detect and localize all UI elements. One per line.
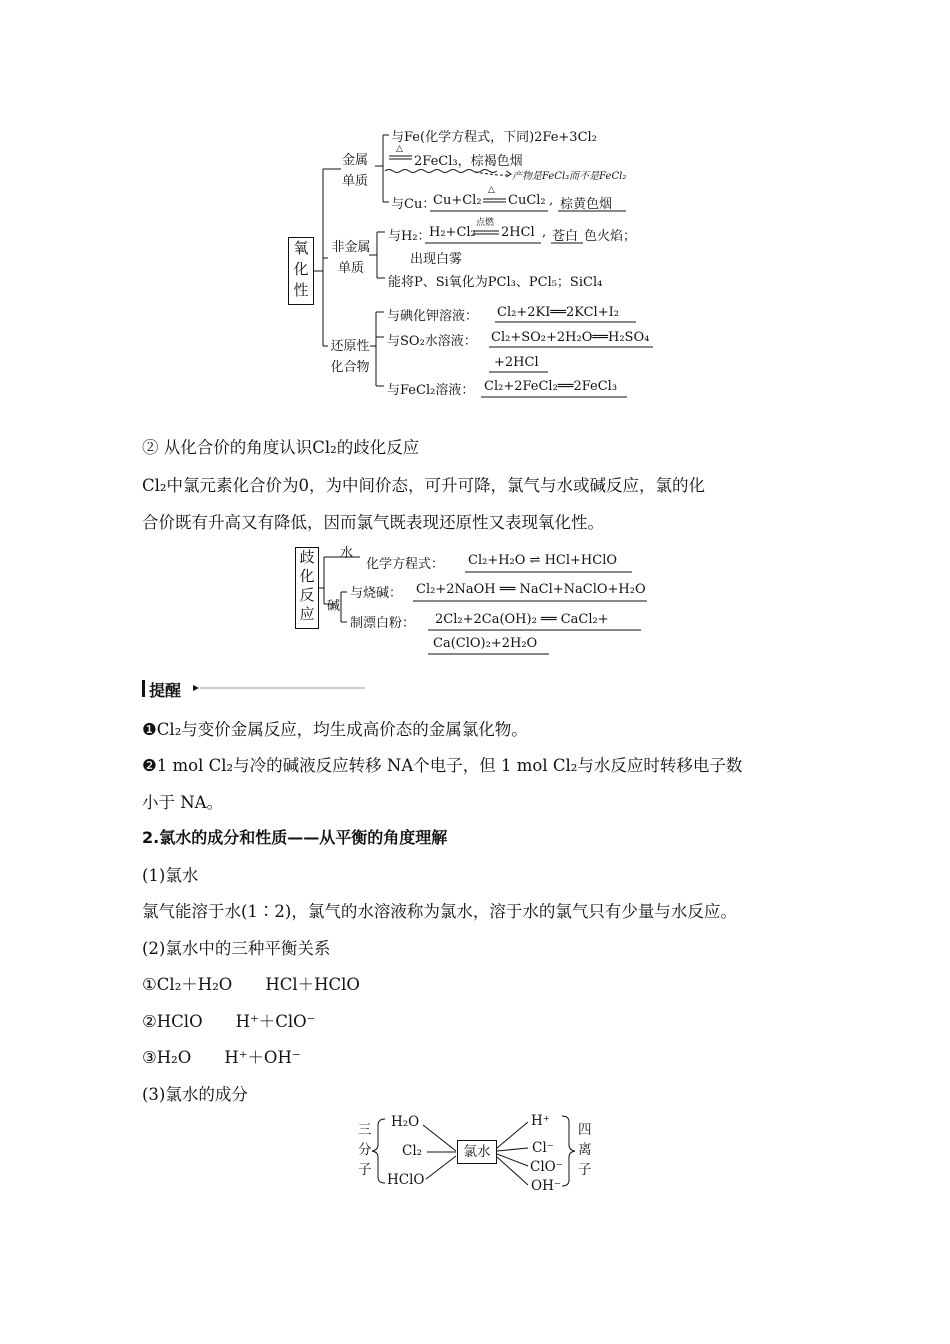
red-ki-eq: Cl₂+2KI══2KCl+I₂	[497, 305, 619, 320]
ion-h: H⁺	[531, 1113, 550, 1129]
section-disp-para2: 合价既有升高又有降低，因而氯气既表现还原性又表现氧化性。	[142, 513, 604, 532]
eq2: ②HClO H⁺＋ClO⁻	[142, 1012, 316, 1031]
sub1-title: (1)氯水	[142, 866, 199, 885]
nm-h2-flame-rest: 色火焰；	[584, 229, 637, 244]
red-fecl2-eq: Cl₂+2FeCl₂══2FeCl₃	[484, 379, 618, 394]
branch-reducing: 还原性化合物	[330, 339, 370, 375]
base-label: 碱	[327, 599, 341, 614]
water-prefix: 化学方程式：	[366, 557, 445, 572]
nm-h2-prefix: 与H₂：	[388, 229, 431, 244]
nm-h2-product: 2HCl	[501, 225, 535, 240]
bleach-eq1: 2Cl₂+2Ca(OH)₂ ══ CaCl₂+	[435, 612, 609, 627]
section2-title: 2.氯水的成分和性质——从平衡的角度理解	[142, 828, 448, 847]
naoh-eq: Cl₂+2NaOH ══ NaCl+NaClO+H₂O	[416, 582, 646, 597]
red-fecl2-prefix: 与FeCl₂溶液：	[387, 383, 475, 398]
metal-fe-line1: 与Fe(化学方程式，下同)2Fe+3Cl₂	[391, 130, 597, 145]
nm-other: 能将P、Si氧化为PCl₃、PCl₅；SiCl₄	[388, 275, 603, 290]
nm-h2-comma: ,	[542, 225, 547, 240]
red-ki-prefix: 与碘化钾溶液：	[387, 309, 479, 324]
eq1: ①Cl₂＋H₂O HCl＋HClO	[142, 975, 360, 994]
diagram2-root: 歧化反应	[295, 547, 319, 629]
metal-cu-smoke: 棕黄色烟	[560, 197, 613, 212]
nm-h2-eq: H₂+Cl₂	[429, 225, 476, 240]
branch-metal: 金属单质	[342, 153, 369, 189]
section-disp-heading: ② 从化合价的角度认识Cl₂的歧化反应	[142, 438, 420, 457]
tip-title: 提醒	[149, 681, 182, 700]
bleach-eq2: Ca(ClO)₂+2H₂O	[433, 636, 538, 651]
sub3-title: (3)氯水的成分	[142, 1085, 248, 1104]
molecule-hclo: HClO	[387, 1172, 425, 1188]
center-box: 氯水	[457, 1140, 497, 1164]
molecule-cl2: Cl₂	[402, 1143, 423, 1159]
right-label: 四离子	[578, 1122, 592, 1178]
tip-item2a: ❷1 mol Cl₂与冷的碱液反应转移 NA个电子，但 1 mol Cl₂与水反应时转移电子数	[142, 756, 743, 775]
diagram1-root: 氧化性	[288, 237, 314, 305]
red-so2-eq: Cl₂+SO₂+2H₂O══H₂SO₄	[491, 330, 650, 345]
left-label: 三分子	[358, 1122, 372, 1178]
tip-item1: ❶Cl₂与变价金属反应，均生成高价态的金属氯化物。	[142, 720, 528, 739]
ion-cl: Cl⁻	[532, 1140, 554, 1156]
section-disp-para1: Cl₂中氯元素化合价为0，为中间价态，可升可降，氯气与水或碱反应，氯的化	[142, 476, 706, 495]
nm-h2-mist: 出现白雾	[410, 252, 463, 267]
eq3: ③H₂O H⁺＋OH⁻	[142, 1048, 301, 1067]
nm-h2-flame: 苍白	[552, 229, 579, 244]
metal-fe-heat: △	[396, 144, 403, 154]
branch-nonmetal: 非金属单质	[331, 240, 371, 276]
red-so2-prefix: 与SO₂水溶液：	[387, 334, 477, 349]
molecule-h2o: H₂O	[391, 1114, 420, 1130]
metal-cu-product: CuCl₂	[508, 193, 546, 208]
sub1-text: 氯气能溶于水(1∶2)，氯气的水溶液称为氯水，溶于水的氯气只有少量与水反应。	[142, 902, 737, 921]
metal-cu-eq: Cu+Cl₂	[433, 193, 482, 208]
tip-item2b: 小于 NA。	[142, 793, 224, 812]
naoh-prefix: 与烧碱：	[350, 586, 403, 601]
nm-h2-cond: 点燃	[476, 218, 495, 228]
metal-cu-comma: ,	[549, 193, 554, 208]
metal-cu-prefix: 与Cu：	[391, 197, 436, 212]
red-so2-eq2: +2HCl	[494, 355, 539, 370]
bleach-prefix: 制漂白粉：	[350, 616, 416, 631]
ion-clo: ClO⁻	[530, 1159, 563, 1175]
water-label: 水	[340, 546, 354, 561]
metal-cu-heat: △	[488, 185, 495, 195]
metal-fe-line2: 2FeCl₃，棕褐色烟	[414, 154, 523, 169]
sub2-title: (2)氯水中的三种平衡关系	[142, 939, 331, 958]
ion-oh: OH⁻	[531, 1178, 561, 1194]
water-eq: Cl₂+H₂O ⇌ HCl+HClO	[468, 553, 618, 568]
metal-fe-note: 产物是FeCl₃而不是FeCl₂	[512, 171, 627, 182]
